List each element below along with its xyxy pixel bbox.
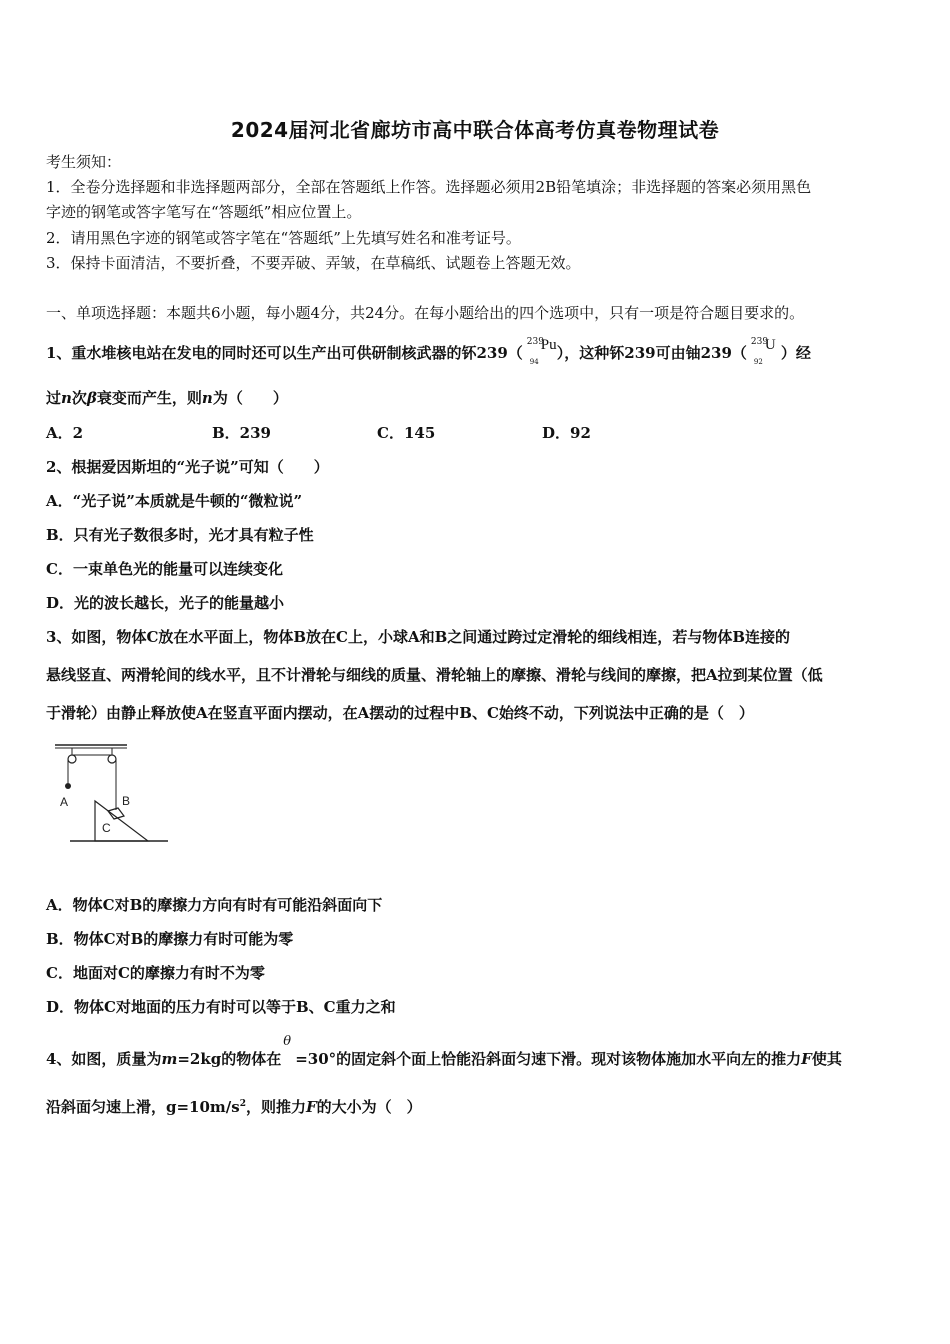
q1-n-2: n [201,389,213,407]
q3-option-a[interactable]: A．物体C对B的摩擦力方向有时有可能沿斜面向下 [46,896,383,914]
q1-line2-b: 次 [71,389,87,407]
left-pulley [68,755,76,763]
question-2-stem: 2、根据爱因斯坦的“光子说”可知（ ） [46,458,329,476]
u-symbol: U [764,337,776,353]
q4-text-2: =2kg的物体在 [177,1050,282,1068]
notice-item-1-line-1: 1．全卷分选择题和非选择题两部分，全部在答题纸上作答。选择题必须用2B铅笔填涂；非选择题的答案必须用黑色 [46,178,812,196]
q1-option-a[interactable]: A．2 [46,424,84,442]
q2-option-b[interactable]: B．只有光子数很多时，光才具有粒子性 [46,526,314,544]
q2-option-c[interactable]: C．一束单色光的能量可以连续变化 [46,560,283,578]
uranium-isotope [747,337,781,366]
q1-text-3: ）经 [780,344,811,362]
ball-a [65,783,71,789]
q2-option-d[interactable]: D．光的波长越长，光子的能量越小 [46,594,285,612]
q1-text-1: 1、重水堆核电站在发电的同时还可以生产出可供研制核武器的钚239（ [46,344,523,362]
question-3-line-1: 3、如图，物体C放在水平面上，物体B放在C上，小球A和B之间通过跨过定滑轮的细线相连，若与物体B连接的 [46,628,790,646]
page-title: 2024届河北省廊坊市高中联合体高考仿真卷物理试卷 [230,118,720,142]
q4-line2-b: ，则推力 [246,1098,307,1116]
q1-beta: β [86,389,97,407]
notice-item-1-line-2: 字迹的钢笔或答字笔写在“答题纸”相应位置上。 [46,203,362,221]
q2-option-a[interactable]: A．“光子说”本质就是牛顿的“微粒说” [46,492,303,510]
q1-text-2: ），这种钚239可由铀239（ [556,344,747,362]
right-pulley [108,755,116,763]
question-1-line-1 [46,337,811,366]
q1-n-1: n [61,389,72,407]
q4-f-2: F [306,1098,317,1116]
q1-line2-a: 过 [46,389,62,407]
question-3-line-3: 于滑轮）由静止释放使A在竖直平面内摆动，在A摆动的过程中B、C始终不动，下列说法中正确的是（ ） [46,704,754,722]
label-a: A [60,795,69,809]
question-1-line-2 [46,388,288,408]
q4-theta: θ [283,1034,292,1049]
q4-text-3: =30°的固定斜个面上恰能沿斜面匀速下滑。现对该物体施加水平向左的推力 [295,1050,802,1068]
q4-text-1: 4、如图，质量为 [46,1050,162,1068]
notice-heading: 考生须知： [46,153,122,171]
q4-m: m [161,1050,178,1068]
q4-f-1: F [801,1050,812,1068]
q1-option-c[interactable]: C．145 [377,424,436,442]
question-4-line-2 [46,1094,422,1117]
question-4-line-1 [46,1034,842,1069]
notice-item-3: 3．保持卡面清洁，不要折叠，不要弄破、弄皱，在草稿纸、试题卷上答题无效。 [46,254,581,272]
q3-option-c[interactable]: C．地面对C的摩擦力有时不为零 [46,964,265,982]
u-mass-number: 239 [750,337,769,347]
q1-line2-c: 衰变而产生，则 [96,389,202,407]
u-atomic-number: 92 [753,358,763,366]
pulley-incline-figure [50,738,175,850]
label-c: C [102,821,111,835]
q4-theta-wrap [281,1034,295,1064]
section-heading: 一、单项选择题：本题共6小题，每小题4分，共24分。在每小题给出的四个选项中，只有一项是符合题目要求的。 [46,304,805,322]
q3-option-d[interactable]: D．物体C对地面的压力有时可以等于B、C重力之和 [46,998,396,1016]
plutonium-isotope [523,337,557,366]
q4-text-4: 使其 [811,1050,842,1068]
q1-option-b[interactable]: B．239 [212,424,271,442]
q4-superscript: 2 [239,1099,246,1109]
notice-item-2: 2．请用黑色字迹的钢笔或答字笔在“答题纸”上先填写姓名和准考证号。 [46,229,521,247]
q1-option-d[interactable]: D．92 [542,424,591,442]
q3-option-b[interactable]: B．物体C对B的摩擦力有时可能为零 [46,930,294,948]
question-3-line-2: 悬线竖直、两滑轮间的线水平，且不计滑轮与细线的质量、滑轮轴上的摩擦、滑轮与线间的摩擦，把A拉到某位置（低 [46,666,823,684]
q4-line2-a: 沿斜面匀速上滑，g=10m/s [46,1098,240,1116]
q4-line2-c: 的大小为（ ） [316,1098,422,1116]
pu-mass-number: 239 [526,337,544,347]
q1-line2-d: 为（ ） [212,389,288,407]
pu-atomic-number: 94 [529,358,539,366]
label-b: B [122,794,131,808]
pu-symbol: Pu [540,337,557,353]
